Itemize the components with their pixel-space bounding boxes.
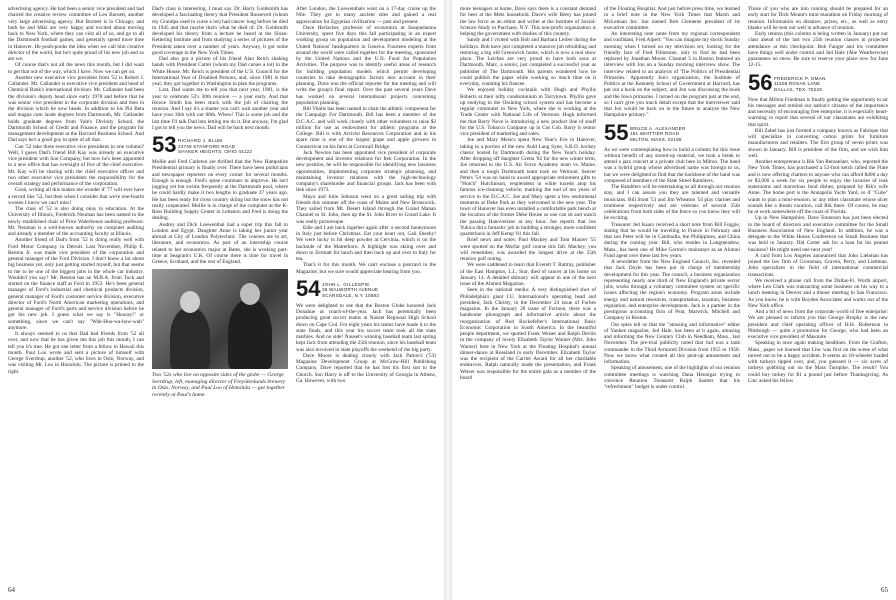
paragraph: Our spies tell us that the "amusing and informative" editor of Yankee magazine, Jud Hale, has been at it again, amusing and informing the New Century Club in Needham, Mass., last November. The pre-trial publicity noted that Jud was a tank commander in the Third Armored Division from 1955 to 1958. Now we know what created all this pent-up amusement and information. [604,321,740,365]
paragraph: Another new executive vice president from '52 is Robert J. Callander. Mr. Callander is executive vice president and head of Chemical Bank's international division. Mr. Callander had been the division's deputy head since early 1978 and before that he was senior vice president in the corporate division and then in the division which he now heads. In addition to his Phi Beta and magna cum laude degrees from Dartmouth, Mr. Callander holds graduate degrees from Yale's Divinity School, the Dartmouth School of Credit and Finance, and the program for management development at the Harvard Business School. And Dad says he's a good guy in spite of all that. [8,74,144,144]
secretary-name: JOHN L. GILLESPIE [322,281,370,287]
paragraph: Dad's class is interesting, I must say. Dr. Harry Goldsmith has developed a fascinating theory that President Roosevelt (whom my Grandpa used to curse a lot) had cancer long before he died in 1945 and that maybe that's what he died of. Dr. Goldsmith developed his theory from a lecture he heard at the Sloan-Kettering Institute and from studying a series of pictures of the President taken over a number of years. Anyway, it got some good coverage in the New York Times. [152,6,288,56]
class-photo [152,269,288,369]
paragraph: We were saddened to learn that Everett T. Rattray, publisher of the East Hampton, L.I., Star, died of cancer at his home on January 14. A detailed obituary will appear in one of the next issue of the Alumni Magazine. [460,262,596,287]
class-year-number: 54 [296,275,321,301]
street-address: 39 WALWORTH AVENUE [322,287,379,293]
paragraph: Bill Vitalis has been named to chair the athletic component for the Campaign For Dartmouth. Bill has been a member of the D.C.A.C. and will work closely with other volunteers to raise $2 million for use as endowment for athletic programs at the College. Bill is with Activist Resources Corporation and in his spare time is one of the largest grape and apple growers in Connecticut on his farm at Cornwall Bridge. [296,106,436,150]
column-text [152,159,288,265]
city-address: MILTON, MASS. 02186 [630,136,682,142]
column-text [748,97,888,385]
right-column-2 [604,6,740,576]
paragraph: more teenagers at home, Dave says there is a constant demand for beer at the Metz household. Dave's wife Betsy has joined the law force as an editor and writer at the Institute of Social-Science Study in Purchase, N.Y. This non-profit organization is helping the government with studies of this country. [460,6,596,37]
paragraph: We were delighted to see that the Boston Globe honored Jack Donahue as coach-of-the-year. Jack has perennially been producing great soccer teams at Nauset Regional High School down on Cape Cod. For eight years his teams have made it to the state finals, and this year his soccer team took all the state marbles. And no side! Nauset's winning baseball team last spring kept Jack from attending the 25th reunion, since his baseball team was also involved in state playoffs the weekend of the big party. [296,302,436,353]
paragraph: As we were contemplating how to build a column for this issue without benefit of any stored-up material, we took a break to attend a jazz concert at a private club here in Milton. The band was a hybrid group whose advertised name was foreign to us, but we were delighted to find that the backbone of the band was composed of members of the State Street Ramblers. [604,146,740,184]
class-55-byline [604,119,740,145]
class-54-byline [296,275,436,301]
column-text [604,6,740,119]
left-column-2 [152,6,288,576]
paragraph: It always seemed to us that Dad had friends from '52 all over, and now that he has given me this job this month, I can tell you it's true. He got one letter from a fellow in Hawaii this month. Paul Loo wrote and sent a picture of himself with George Sverdrup, another '52, who lives in Oslo, Norway, and was visiting Mr. Loo in Honolulu. The picture is printed to the right. [8,331,144,375]
street-address: 181 WHITTIER ROAD [630,131,680,137]
paragraph: A card from Los Angeles announced that John Liebman has joined the law firm of Grossman, Graven, Perry, and Liebman. John specializes in the field of international commercial transactions. [748,252,888,278]
class-secretary-address [630,123,686,143]
paragraph: That's it for this month. We can't enclose a postcard in the Magazine, but we sure would appreciate hearing from you. [296,262,436,275]
paragraph: Of course that's not all the news this month, but I did want to get that out of the way, which I have. Now we can get on. [8,62,144,75]
paragraph: advertising agency. He had been a senior vice president and had chaired the creative review committee of Leo Burnett, another very large advertising agency. But Burnett is in Chicago, and both he and Miki are very happy and excited about moving back to New York, where they can visit all of us, and go to all the Dartmouth football games, and generally spend more time in Hanover. He pooh-poohs the idea when we call him creative director of the world, but he's quite proud of his new job and so are we. [8,6,144,62]
right-column-3 [748,6,888,576]
class-56-byline [748,69,888,95]
paragraph: We enjoyed holiday cocktails with Hugh and Phyllis Roberts at their nifty condominium in Tarrytown. Phyllis gave up studying in the Ossining school system and has become a regular commuter to New York, where she is working at the Trade Center with National Life of Vermont. Hugh informed me that Barry Nove is introducing a new product line of snuff for the U.S. Tobacco Company up in Cos Cob. Barry is senior vice president of marketing and sales. [460,87,596,137]
column-text [604,147,740,391]
right-column-1 [460,6,596,576]
paragraph: And a bit of news from the corporate world of free enterprise: We are pleased to inform you that George Brophy is the new president and chief operating officer of H.H. Robertson in Pittsburgh — quite a promotion for George, who had been an executive vice president of Masonite. [748,309,888,340]
column-text [152,6,288,131]
left-page [0,0,444,600]
class-year-number: 53 [152,132,177,157]
class-secretary-address [178,135,252,155]
column-text [296,6,436,275]
class-year-number: 55 [604,119,629,145]
paragraph: Dad also got a picture of his friend Alan Reich shaking hands with President Carter (whom my Dad curses a lot) in the White House. Mr. Reich is president of the U.S. Council for the International Year of Disabled Persons, and, since 1981 is that year, they got together in Washington to plan the programs. [152,56,288,87]
column-text [748,6,888,69]
class-53-byline [152,132,288,157]
paragraph: Can '52 take three executive vice presidents in one column? Well, I guess Dad's friend Bill Kay was already an executive vice president with Sun Company, but now he's been appointed to a new office that has oversight of five of the chief executive. Mr. Kay will be sharing with the chief executive officer and two other executive vice presidents the responsibility for the overall strategy and performance of the corporation. [8,143,144,187]
paragraph: Seen in the national media: A very distinguished shot of Philadelphia's giant I.U. International's operating head and president, Jack Christy, in the December 24 issue of Forbes magazine. In the January 28 issue of Fortune, there was a handsome photograph and informative article about the reorganization of Rod Rockefeller's International Basic Economic Corporation in South America. In the beautiful people department, we spotted Frank Weiser and Ralph Devlin in the company of lovely Elizabeth Taylor Warner (Mrs. John Warner) here in New York at the Floating Hospital's annual dinner-dance at Roseland in early December. Elizabeth Taylor was the recipient of the Carrier Award for all her charitable endeavors. Ralph naturally made the presentation, and Frank Weiser was responsible for the entire gala as a member of the board [460,287,596,381]
paragraph: We received a phone call from the Dallas-Ft. Worth airport, where Len Clark was transacting some business on his way to a lunch meeting in Denver and a dinner meeting in San Francisco. As you know, he is with Boyden Associates and works out of the New York office. [748,277,888,309]
paragraph: Another entrepreneur is Rik Van Rensselaer, who, reported the New York Times, has purchased a 52-foot ketch called the Flute and is now offering charters to anyone who can afford $400 a day or $3,000 a week for six people to enjoy the luxuries of teak staterooms and marvelous food dishes, prepared by Rik's wife Anne. The home port is the Annapolis Yacht Yard, so if "Cube" wants to plan a mini-reunion, or any other classmate whose ulcer sounds like a dream vacation, call Rik there. Of course, he may be at work somewhere off the coast of Florida. [748,159,888,215]
paragraph: Brief news and notes: Paul Mackey and Tom Maurer '55 were spotted on the Morfar golf course this fall. Mackey, you will remember, was awarded the longest drive at the 25th reunion golf outing. [460,237,596,262]
class-secretary-address [322,279,379,299]
paragraph: Treasurer Jed Isaacs received a short note from Bill Foggie, stating that he would be traveling to France in February and that son Peter will be in Cambodia, the Philippines, and China during the coming year. Bill, who resides in Longmeadow, Mass., has been one of Mike Gorton's mainstays as an Alumni Fund agent over these last few years. [604,221,740,259]
paragraph: Mayo and Julie Johnson went on a great sailing trip with friends this summer off the coast of Maine and New Brunswick. They sailed from Mt. Desert Island through the Grand Manan Channel to St. John, then up the St. John River to Grand Lake. It was really picturesque. [296,193,436,225]
class-year-number: 56 [748,69,773,95]
secretary-name: RICHARD J. BLUM [178,138,223,143]
page-number-right: 65 [881,586,888,594]
paragraph: Dave Herlacher, professor of economics at Susquehanna University, spent five days this fall participating in an expert working group on population and development modeling at the United Nations' headquarters in Geneva. Fourteen experts from around the world were called together for the meeting, sponsored by the United Nations and the U.N. Fund for Population Activities. The purpose was to identify useful areas of research for building population models which permit developing countries to take demographic factors into account in their planning. Dave was the official reporter for the meeting and will write the group's final report. Over the past several years Dave has worked on several international projects concerning population planning. [296,24,436,106]
city-address: DALLAS, TEX. 75229 [774,86,822,92]
secretary-name: BRUCE A. ALEXANDER [630,125,686,131]
class-secretary-address [774,73,826,93]
left-column-1 [8,6,144,576]
photo-caption: Two '52s who live on opposite sides of the globe — George Sverdrup, left, managing director of Freyidenlunds brewery in Oslo, Norway, and Paul Loo of Honolulu — got together recently at Paul's home. [152,372,286,399]
city-address: SHAKER HEIGHTS, OHIO 44122 [178,149,253,155]
paragraph: An interesting note came from my regional correspondent and confidant, Fred Alpert: "You can imagine my shock Sunday morning when I turned on my television set, looking for the friendly face of Fred Filmstone, only to find he had been replaced by Jonathan Moore. Channel 5 in Boston featured an interview with Jon on a Sunday morning interview show. The interview related to an analysis of 'The Politics of Presidential Primaries.' Apparently Jon's organization, the Institute of Politics at the Kennedy School of Government at Harvard, has put out a book on the subject, and Jon was discussing the book and the Iowa primaries. I turned on the program just at the end, so I can't give you much detail except that the interviewer said that Jon would be back on in the future to analyze the New Hampshire primary." [604,31,740,119]
paragraph: Joe and Mary Mesics spent New Year's Eve in Hanover, taking in a portion of the new Auld Lang Syne, S.R.O. hockey classic hosted by Dartmouth during the New Year's holiday. After dropping off daughter Gretta '82 for the new winter term, Joe returned to the U.S. Air Force Academy team vs. Maine, and then a tough Dartmouth team took on Vermont. Seaver Peters '54 was on hand to award appropriate retirement gifts to "Hutch" Hutchinson, resplendent in white tuxedo atop his famous ice-cleaning vehicle, marking the end of ten years of service to the D.C.A.C. Joe and Mary spent a few sentimental moments at Deke Park as they welcomed in the new year. The town of Hanover has even installed a comfortable park bench at the location of the former Deke House so one can sit and watch the passing Hanoverians at any hour. Joe reports that Jon Yukica did a fantastic job in building a stronger, more confident quarterback in Jeff Kemp '81 this fall. [460,137,596,237]
paragraph: Another friend of Dad's from '52 is doing really well with Ford Motor Company in Detroit. Last November, Philip E. Benton Jr. was made vice president of the corporation and general manager of the Ford Division. I don't know a lot about big business yet, only just getting started myself, but that seems to me to be one of the biggest jobs in the whole car industry. Wouldn't you say? Mr. Benton has an M.B.A. from Tuck and started on the finance staff at Ford in 1953. He's been general manager of Ford's industrial and chemical products division, general manager of Ford's customer service division, executive director of Ford's North American marketing operations, and general manager of Ford's parts and service division before he got his new job. I guess what we say is "Hooray!" or something, since we can't say "Wah-Hoo-wa-how-wah" anymore. [8,237,144,331]
binding-gutter [444,0,452,600]
paragraph: Audrey and Dick Loewenthal had a super trip this fall to London and Egypt. Daughter Anne is taking her junior year abroad at City of London Polytechnic. The courses are in art, literature, and economics. As part of an internship course related to her economics major at Bates, she is working part-time at Seagram's U.K. Of course there is time for travel in Greece, Scotland, and the rest of England. [152,221,288,265]
paragraph: Bill Zabel has just formed a company known as Fabrique that will specialize in converting cotton prints for furniture manufacturers and retailers. The first group of seven prints was shown in January. Bill is president of the firm, and we wish him well. [748,127,888,159]
paragraph: Dave Moore is dealing closely with Jack Patton's ('53) Magazine Development Group at McGraw-Hill Publishing Company. Dave reported that he has lost his first son to the Church. Son Harry is off to the University of Georgia in Athens, Ga. However, with two [296,352,436,384]
paragraph: Speaking of amusement, one of the highlights of our reunion committee meetings is watching Dana Hennigar trying to convince Reunion Treasurer Ralph Sautter that his "refreshment" budget is under control. [604,365,740,390]
paragraph: After London, the Loewenthals went on a 17-day cruise up the Nile. They got to many ancient sites and gained a real appreciation for Egyptian civilization — past and present. [296,6,436,25]
city-address: SCARSDALE, N.Y. 10583 [322,292,379,298]
paragraph: Up in New Hampshire, Dave Tonneson has just been elected to the board of directors and executive committee for the Small Business Association of New England. In addition, he was a delegate to the White House Conference on Small Business that was held in January. Did Carter ask for a loan for his peanut business? He might need one next year! [748,215,888,253]
paragraph: of the Floating Hospital. And just before press time, we learned in a brief note in the New York Times that Marsh and McLennan Inc. has named Bob Clements president of its executive committee. [604,6,740,31]
paragraph: The Ramblers will be entertaining us all through our reunion stay, and I can assure you they are talented and versatile musicians. Bill Stout '51 and Jim Wheaton '54 play clarinet and trombone respectively and are veterans of several 25th celebrations from both sides of the fence so you know they will be exciting. [604,184,740,222]
column-text [296,303,436,384]
paragraph: Early returns (this column is being written in January) put our class ahead of the last two 25th reunion classes in projected attendance at this checkpoint. Bob Fanger and his committee have things well under control and Jud Hale (Abe Weatherwise) guarantees no snow. Be sure to reserve your place now for June 12-15. [748,31,888,69]
street-address: 11508 ROSAK LANE [774,81,821,87]
paragraph: Gosh, writing all this makes me wonder if '77 will ever have a record like '52, but then when I consider that we're one-fourth women I know we can't miss! [8,187,144,206]
paragraph: Now that Milton Friedman is finally getting the opportunity to air his messages and remind our nation's citizens of the importance and necessity of encouraging free enterprise, it is especially heart-warming to report that several of our classmates are exhibiting that spirit. [748,96,888,128]
secretary-name: FREDERICK P. OMAN [774,75,826,81]
paragraph: Last, Dad wants me to tell you that next year, 1981, is the year to celebrate 52's 30th reunion — a year early. And that Howie Smith has been stuck with the job of chairing the reunion. And I say it's a shame you can't wait another year and have your 30th with our 60th. Whew! This is some job and the last time I'll talk Dad into letting me do it. But anyway, I'm glad I got to tell you the news. Dad will be back next month. [152,87,288,131]
paragraph: Jack Newton has been appointed vice president of corporate development and investor relations for Itek Corporation. In the new position, he will be responsible for identifying new business opportunities, implementing corporate strategic planning, and maintaining investor relations with the high-technology company's shareholder and financial groups. Jack has been with Itek since 1973. [296,149,436,194]
paragraph: Mollie and Fred Carleton are thrilled that the New Hampshire Presidential primary is finally over. There have been politicians and newspaper reporters on every corner for several months. Enough is enough. Fred's spine continues to improve. He isn't jogging yet but swims frequently at the Dartmouth pool, where he could hardly make it two lengths to graduate 27 years ago. He has been ready for cross country skiing but the snow has not really cooperated. Mollie is in charge of the computer at the K-Ross Building Supply Center in Lebanon and Fred is doing the dealing. [152,159,288,222]
page-number-left: 64 [8,586,15,594]
left-column-3 [296,6,436,576]
paragraph: Those of you who are into running should be prepared for an early start for Dick Mount's mini-marathon on Friday morning of reunion. Information on distance, prizes, etc., as well as entry blanks will be sent out well in advance of reunion. [748,6,888,31]
right-page [452,0,896,600]
paragraph: Sandy and I visited with Bob and Barbara Leiber during the holidays. Bob have just completed a massive job rebuilding and restoring a big old Greenwich home, which is now a real show place. The Leiches are very proud to have both sons at Dartmouth. Marc, a senior, just completed a successful year as publisher of The Dartmouth. His parents wondered how he could publish the paper while working so much time on it everyday, counting his fiancee. [460,37,596,87]
paragraph: A newsletter from the New England Council, Inc. revealed that Jack Doyle has been put in charge of membership development for this year. The council, a business organization representing nearly one third of New England's private sector jobs, works through a voluntary committee system on specific issues affecting the region's economy. Program areas include energy and natural resources, transportation, taxation, business regulation, and enterprise development. Jack is a partner in the prestigious accounting firm of Peat, Marwick, Mitchell and Company in Boston. [604,259,740,322]
paragraph: Speaking in once again making headlines. From the Grafton, Mass., paper we learned that Linc was first on the scene of what turned out to be a happy accident. It seems an 18-wheeler loaded with turkeys tipped over, and, you guessed it — six acres of turkeys gobbling out on the Mass Turnpike. The result? You could buy turkey for $1 a pound just before Thanksgiving. As Linc asked his fellow [748,340,888,384]
paragraph: The class of '52 is also doing okay in education. At the University of Illinois, Frederick Neuman has been named to the newly established chair of Price Waterhouse auditing professor. Mr. Neuman is a well-known authority on computer auditing and already a member of the accounting faculty at Illinois. [8,206,144,237]
paragraph: Edie and I are back together again after a second honeymoon in Italy just before Christmas. Eat your heart out, Gail Sheehy! We were lucky to hit deep powder at Cervinia, which is on the backside of the Matterhorn. A highlight was skiing over and down to Zermatt for lunch and then back up and over to Italy for tea. [296,224,436,262]
street-address: 23749 STANFORD ROAD [178,143,236,149]
